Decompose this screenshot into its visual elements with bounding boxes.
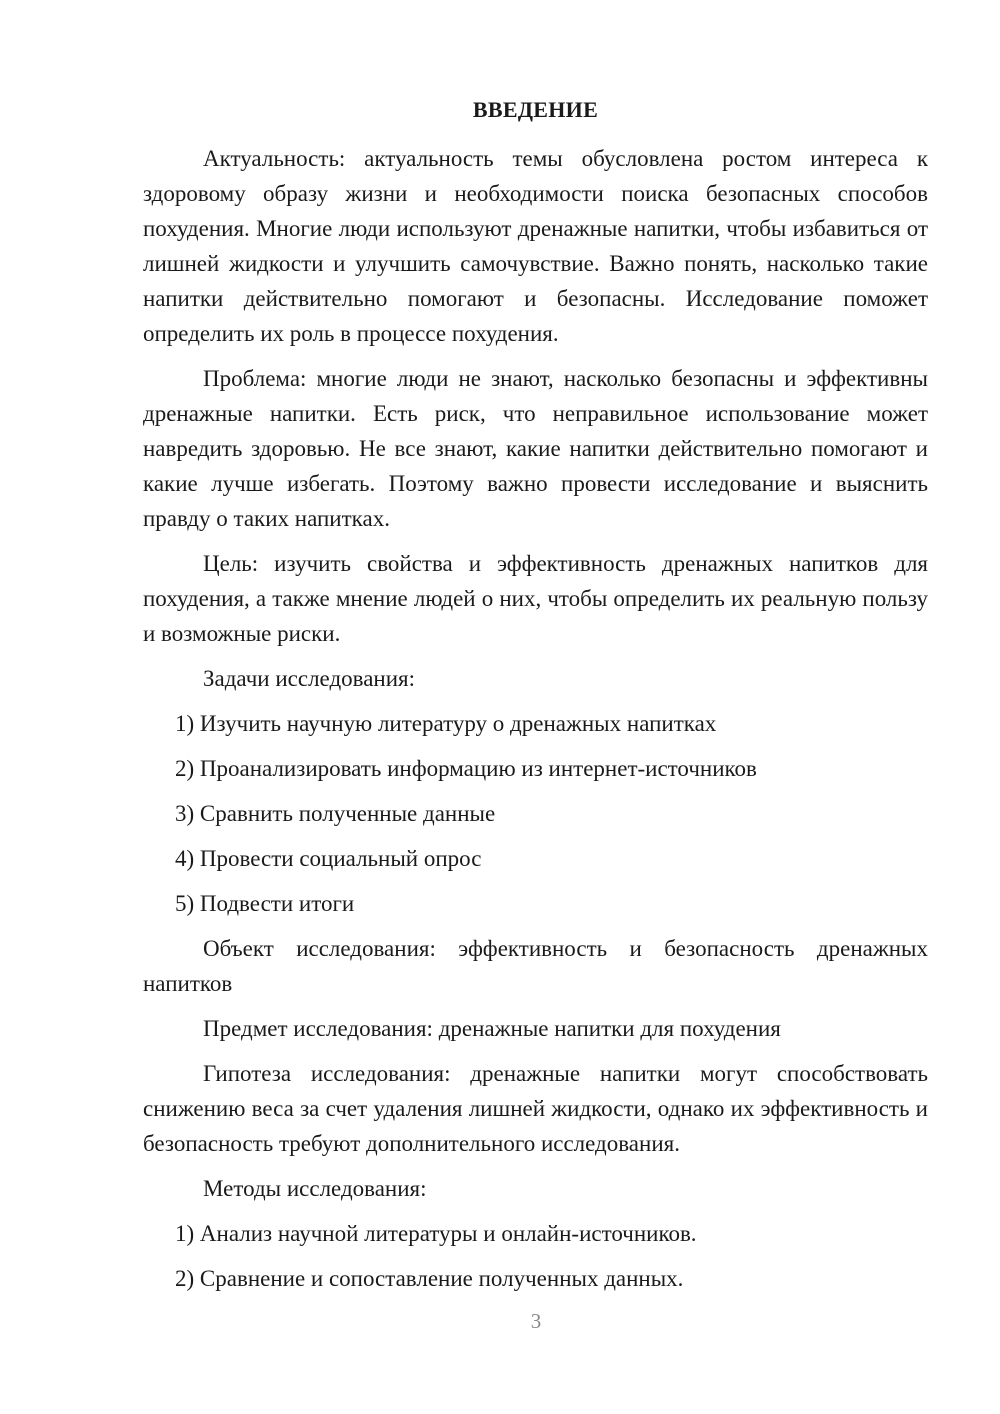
relevance-paragraph: Актуальность: актуальность темы обусловлена ростом интереса к здоровому образу жизни и необходимости поиска безопасных способов похудения. Многие люди используют дренажные напитки, чтобы избавиться от лишней жидкости и улучшить самочувствие. Важно понять, насколько такие напитки действительно помогают и безопасны. Исследование поможет определить их роль в процессе похудения. [143,146,928,346]
page-number: 3 [530,1309,542,1333]
problem-paragraph: Проблема: многие люди не знают, насколько безопасны и эффективны дренажные напитки. Есть риск, что неправильное использование может навредить здоровью. Не все знают, какие напитки действительно помогают и какие лучше избегать. Поэтому важно провести исследование и выяснить правду о таких напитках. [143,366,928,531]
task-item-2: 2) Проанализировать информацию из интернет-источников [175,756,757,781]
page-content [143,92,928,1306]
method-item-1: 1) Анализ научной литературы и онлайн-источников. [175,1221,697,1246]
methods-label: Методы исследования: [203,1176,427,1201]
page-title: ВВЕДЕНИЕ [472,97,599,122]
subject-paragraph: Предмет исследования: дренажные напитки для похудения [203,1016,781,1041]
task-item-4: 4) Провести социальный опрос [175,846,482,871]
method-item-2: 2) Сравнение и сопоставление полученных данных. [175,1266,684,1291]
goal-paragraph: Цель: изучить свойства и эффективность дренажных напитков для похудения, а также мнение людей о них, чтобы определить их реальную пользу и возможные риски. [143,551,928,646]
tasks-label: Задачи исследования: [203,666,416,691]
methods-list [143,1216,928,1296]
task-item-5: 5) Подвести итоги [175,891,355,916]
task-item-3: 3) Сравнить полученные данные [175,801,496,826]
tasks-list [143,706,928,921]
object-paragraph: Объект исследования: эффективность и безопасность дренажных напитков [143,936,928,996]
task-item-1: 1) Изучить научную литературу о дренажных напитках [175,711,717,736]
hypothesis-paragraph: Гипотеза исследования: дренажные напитки могут способствовать снижению веса за счет удаления лишней жидкости, однако их эффективность и безопасность требуют дополнительного исследования. [143,1061,928,1156]
